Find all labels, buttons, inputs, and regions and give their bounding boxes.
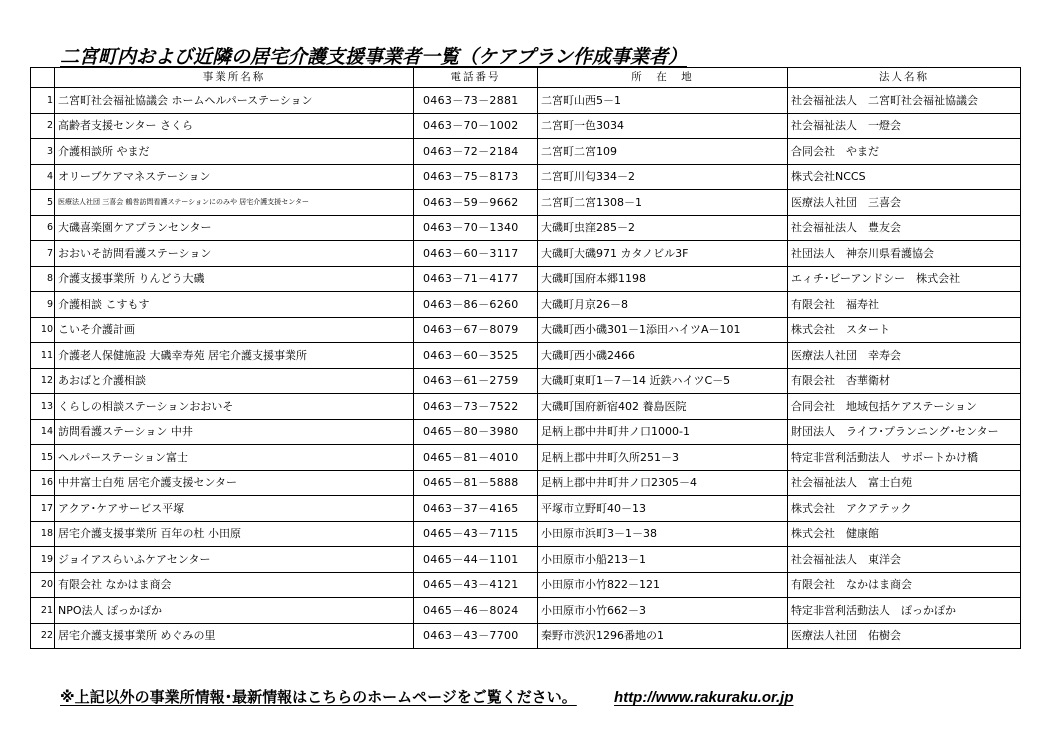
row-tel: 0465－81－4010 bbox=[414, 445, 538, 471]
row-tel: 0463－60－3117 bbox=[414, 241, 538, 267]
row-number: 4 bbox=[31, 164, 55, 190]
row-corp: 医療法人社団 幸寿会 bbox=[788, 343, 1021, 369]
row-corp: 有限会社 福寿社 bbox=[788, 292, 1021, 318]
page-title: 二宮町内および近隣の居宅介護支援事業者一覧（ケアプラン作成事業者） bbox=[60, 46, 688, 68]
row-address: 大磯町国府新宿402 養島医院 bbox=[538, 394, 788, 420]
header-tel: 電話番号 bbox=[414, 68, 538, 88]
row-corp: 社会福祉法人 豊友会 bbox=[788, 215, 1021, 241]
table-row bbox=[31, 598, 1021, 624]
footer-note: ※上記以外の事業所情報･最新情報はこちらのホームページをご覧ください。 bbox=[60, 688, 577, 706]
row-tel: 0463－70－1002 bbox=[414, 113, 538, 139]
row-name: 高齢者支援センター さくら bbox=[55, 113, 414, 139]
row-name: 医療法人社団 三喜会 鶴巻訪問看護ステーションにのみや 居宅介護支援センター bbox=[55, 190, 414, 216]
row-address: 秦野市渋沢1296番地の1 bbox=[538, 623, 788, 649]
row-name: 中井富士白苑 居宅介護支援センター bbox=[55, 470, 414, 496]
row-tel: 0465－43－7115 bbox=[414, 521, 538, 547]
row-number: 9 bbox=[31, 292, 55, 318]
row-name: 介護相談所 やまだ bbox=[55, 139, 414, 165]
row-number: 1 bbox=[31, 88, 55, 114]
table-row bbox=[31, 190, 1021, 216]
row-tel: 0463－60－3525 bbox=[414, 343, 538, 369]
row-address: 小田原市小船213－1 bbox=[538, 547, 788, 573]
table-row bbox=[31, 419, 1021, 445]
row-address: 小田原市浜町3－1－38 bbox=[538, 521, 788, 547]
row-number: 5 bbox=[31, 190, 55, 216]
table-row bbox=[31, 572, 1021, 598]
table-row bbox=[31, 343, 1021, 369]
row-number: 7 bbox=[31, 241, 55, 267]
header-corp: 法人名称 bbox=[788, 68, 1021, 88]
row-corp: 合同会社 地域包括ケアステーション bbox=[788, 394, 1021, 420]
provider-table bbox=[30, 67, 1021, 649]
table-row bbox=[31, 88, 1021, 114]
row-name: 居宅介護支援事業所 めぐみの里 bbox=[55, 623, 414, 649]
row-corp: 医療法人社団 佑樹会 bbox=[788, 623, 1021, 649]
row-corp: 株式会社 アクアテック bbox=[788, 496, 1021, 522]
row-name: 居宅介護支援事業所 百年の杜 小田原 bbox=[55, 521, 414, 547]
row-number: 19 bbox=[31, 547, 55, 573]
table-row bbox=[31, 164, 1021, 190]
row-address: 大磯町西小磯2466 bbox=[538, 343, 788, 369]
row-corp: 医療法人社団 三喜会 bbox=[788, 190, 1021, 216]
row-address: 足柄上郡中井町井ノ口2305－4 bbox=[538, 470, 788, 496]
table-row bbox=[31, 623, 1021, 649]
row-number: 11 bbox=[31, 343, 55, 369]
row-number: 14 bbox=[31, 419, 55, 445]
table-row bbox=[31, 394, 1021, 420]
row-corp: 財団法人 ライフ･プランニング･センター bbox=[788, 419, 1021, 445]
table-row bbox=[31, 139, 1021, 165]
row-corp: 特定非営利活動法人 サポートかけ橋 bbox=[788, 445, 1021, 471]
footer bbox=[60, 686, 794, 707]
table-row bbox=[31, 368, 1021, 394]
row-tel: 0465－81－5888 bbox=[414, 470, 538, 496]
row-address: 二宮町川匂334－2 bbox=[538, 164, 788, 190]
row-corp: 合同会社 やまだ bbox=[788, 139, 1021, 165]
row-number: 3 bbox=[31, 139, 55, 165]
row-number: 20 bbox=[31, 572, 55, 598]
row-address: 足柄上郡中井町井ノ口1000-1 bbox=[538, 419, 788, 445]
row-tel: 0465－80－3980 bbox=[414, 419, 538, 445]
table-row bbox=[31, 241, 1021, 267]
row-tel: 0465－43－4121 bbox=[414, 572, 538, 598]
row-number: 22 bbox=[31, 623, 55, 649]
row-address: 平塚市立野町40－13 bbox=[538, 496, 788, 522]
header-number bbox=[31, 68, 55, 88]
row-corp: 株式会社NCCS bbox=[788, 164, 1021, 190]
row-name: オリーブケアマネステーション bbox=[55, 164, 414, 190]
row-name: 有限会社 なかはま商会 bbox=[55, 572, 414, 598]
row-number: 21 bbox=[31, 598, 55, 624]
row-name: くらしの相談ステーションおおいそ bbox=[55, 394, 414, 420]
header-name: 事業所名称 bbox=[55, 68, 414, 88]
homepage-link[interactable]: http://www.rakuraku.or.jp bbox=[614, 689, 794, 706]
table-row bbox=[31, 292, 1021, 318]
row-corp: 株式会社 健康館 bbox=[788, 521, 1021, 547]
row-tel: 0463－75－8173 bbox=[414, 164, 538, 190]
row-address: 二宮町山西5－1 bbox=[538, 88, 788, 114]
row-name: NPO法人 ぽっかぽか bbox=[55, 598, 414, 624]
row-number: 6 bbox=[31, 215, 55, 241]
table-row bbox=[31, 113, 1021, 139]
table-header-row bbox=[31, 68, 1021, 88]
row-name: あおばと介護相談 bbox=[55, 368, 414, 394]
row-name: ジョイアスらいふケアセンター bbox=[55, 547, 414, 573]
table-row bbox=[31, 445, 1021, 471]
row-corp: 株式会社 スタート bbox=[788, 317, 1021, 343]
row-name: こいそ介護計画 bbox=[55, 317, 414, 343]
row-corp: エィチ･ビーアンドシー 株式会社 bbox=[788, 266, 1021, 292]
row-tel: 0463－67－8079 bbox=[414, 317, 538, 343]
row-address: 二宮町二宮1308－1 bbox=[538, 190, 788, 216]
table-row bbox=[31, 317, 1021, 343]
row-tel: 0465－46－8024 bbox=[414, 598, 538, 624]
row-address: 大磯町虫窪285－2 bbox=[538, 215, 788, 241]
row-name: 大磯喜楽園ケアプランセンター bbox=[55, 215, 414, 241]
table-row bbox=[31, 496, 1021, 522]
row-number: 10 bbox=[31, 317, 55, 343]
row-corp: 社団法人 神奈川県看護協会 bbox=[788, 241, 1021, 267]
row-corp: 社会福祉法人 東洋会 bbox=[788, 547, 1021, 573]
row-corp: 特定非営利活動法人 ぽっかぽか bbox=[788, 598, 1021, 624]
row-tel: 0463－71－4177 bbox=[414, 266, 538, 292]
row-corp: 社会福祉法人 一燈会 bbox=[788, 113, 1021, 139]
row-address: 二宮町一色3034 bbox=[538, 113, 788, 139]
row-name: 介護老人保健施設 大磯幸寿苑 居宅介護支援事業所 bbox=[55, 343, 414, 369]
table-row bbox=[31, 470, 1021, 496]
row-tel: 0463－73－2881 bbox=[414, 88, 538, 114]
row-tel: 0465－44－1101 bbox=[414, 547, 538, 573]
row-address: 小田原市小竹662－3 bbox=[538, 598, 788, 624]
row-corp: 社会福祉法人 二宮町社会福祉協議会 bbox=[788, 88, 1021, 114]
row-number: 18 bbox=[31, 521, 55, 547]
table-row bbox=[31, 215, 1021, 241]
row-name: アクア･ケアサービス平塚 bbox=[55, 496, 414, 522]
table-row bbox=[31, 547, 1021, 573]
row-number: 16 bbox=[31, 470, 55, 496]
row-tel: 0463－73－7522 bbox=[414, 394, 538, 420]
table-row bbox=[31, 521, 1021, 547]
row-address: 大磯町国府本郷1198 bbox=[538, 266, 788, 292]
row-address: 大磯町月京26－8 bbox=[538, 292, 788, 318]
header-address: 所 在 地 bbox=[538, 68, 788, 88]
row-number: 15 bbox=[31, 445, 55, 471]
row-address: 二宮町二宮109 bbox=[538, 139, 788, 165]
row-corp: 有限会社 杏華衛材 bbox=[788, 368, 1021, 394]
row-address: 大磯町東町1－7－14 近鉄ハイツC－5 bbox=[538, 368, 788, 394]
row-tel: 0463－72－2184 bbox=[414, 139, 538, 165]
row-name: 介護支援事業所 りんどう大磯 bbox=[55, 266, 414, 292]
row-address: 足柄上郡中井町久所251－3 bbox=[538, 445, 788, 471]
row-name: 介護相談 こすもす bbox=[55, 292, 414, 318]
row-name: おおいそ訪問看護ステーション bbox=[55, 241, 414, 267]
row-address: 小田原市小竹822－121 bbox=[538, 572, 788, 598]
row-number: 2 bbox=[31, 113, 55, 139]
row-address: 大磯町大磯971 カタノビル3F bbox=[538, 241, 788, 267]
row-name: 訪問看護ステーション 中井 bbox=[55, 419, 414, 445]
row-tel: 0463－86－6260 bbox=[414, 292, 538, 318]
row-tel: 0463－37－4165 bbox=[414, 496, 538, 522]
row-number: 8 bbox=[31, 266, 55, 292]
row-name: ヘルパーステーション富士 bbox=[55, 445, 414, 471]
row-tel: 0463－61－2759 bbox=[414, 368, 538, 394]
row-number: 12 bbox=[31, 368, 55, 394]
row-tel: 0463－70－1340 bbox=[414, 215, 538, 241]
row-tel: 0463－59－9662 bbox=[414, 190, 538, 216]
row-number: 17 bbox=[31, 496, 55, 522]
row-corp: 有限会社 なかはま商会 bbox=[788, 572, 1021, 598]
row-name: 二宮町社会福祉協議会 ホームヘルパーステーション bbox=[55, 88, 414, 114]
table-row bbox=[31, 266, 1021, 292]
row-address: 大磯町西小磯301－1添田ハイツA－101 bbox=[538, 317, 788, 343]
row-number: 13 bbox=[31, 394, 55, 420]
row-tel: 0463－43－7700 bbox=[414, 623, 538, 649]
row-corp: 社会福祉法人 富士白苑 bbox=[788, 470, 1021, 496]
